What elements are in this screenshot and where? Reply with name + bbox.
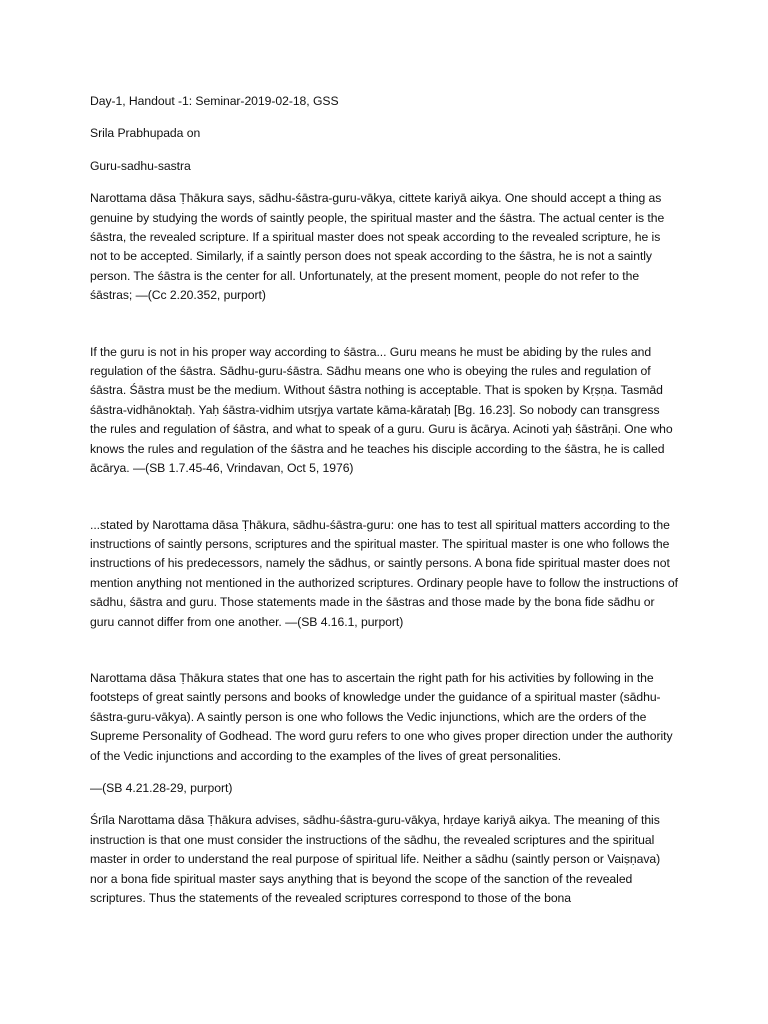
paragraph-sb-4-21-28: Narottama dāsa Ṭhākura states that one has to ascertain the right path for his activities by following in the footsteps of great saintly persons and books of knowledge under the guidance of a spiritual master (sādhu-śāstra-guru-vākya). A saintly person is one who follows the Vedic injunctions, which are the orders of the Supreme Personality of Godhead. The word guru refers to one who gives proper direction under the authority of the Vedic injunctions and according to the examples of the lives of great personalities. xyxy=(90,670,673,763)
topic-line: Guru-sadhu-sastra xyxy=(90,158,191,173)
author-line: Srila Prabhupada on xyxy=(90,126,201,141)
handout-title: Day-1, Handout -1: Seminar-2019-02-18, GSS xyxy=(90,94,339,108)
paragraph-cc-2-20-352: Narottama dāsa Ṭhākura says, sādhu-śāstra-guru-vākya, cittete kariyā aikya. One should accept a thing as genuine by studying the words of saintly people, the spiritual master and the śāstra. The actual center is the śāstra, the revealed scripture. If a spiritual master does not speak according to the revealed scripture, he is not to be accepted. Similarly, if a saintly person does not speak according to the śāstra, he is not a saintly person. The śāstra is the center for all. Unfortunately, at the present moment, people do not refer to the śāstras; —(Cc 2.20.352, purport) xyxy=(90,191,665,303)
reference-sb-4-21-28: —(SB 4.21.28-29, purport) xyxy=(90,780,233,795)
paragraph-final: Śrīla Narottama dāsa Ṭhākura advises, sādhu-śāstra-guru-vākya, hṛdaye kariyā aikya. The meaning of this instruction is that one must consider the instructions of the sādhu, the revealed scriptures and the spiritual master in order to understand the real purpose of spiritual life. Neither a sādhu (saintly person or Vaiṣṇava) nor a bona fide spiritual master says anything that is beyond the scope of the sanction of the revealed scriptures. Thus the statements of the revealed scriptures correspond to those of the bona xyxy=(90,813,661,905)
paragraph-sb-1-7-45: If the guru is not in his proper way according to śāstra... Guru means he must be abiding by the rules and regulation of the śāstra. Sādhu-guru-śāstra. Sādhu means one who is obeying the rules and regulation of śāstra. Śāstra must be the medium. Without śāstra nothing is acceptable. That is spoken by Kṛṣṇa. Tasmād śāstra-vidhānoktaḥ. Yaḥ śāstra-vidhim utsṛjya vartate kāma-kārataḥ [Bg. 16.23]. So nobody can transgress the rules and regulation of śāstra, and what to speak of a guru. Guru is ācārya. Acinoti yaḥ śāstrāṇi. One who knows the rules and regulation of the śāstra and he teaches his disciple according to the śāstra, he is called ācārya. —(SB 1.7.45-46, Vrindavan, Oct 5, 1976) xyxy=(90,344,673,476)
paragraph-sb-4-16-1: ...stated by Narottama dāsa Ṭhākura, sādhu-śāstra-guru: one has to test all spiritual matters according to the instructions of saintly persons, scriptures and the spiritual master. The spiritual master is one who follows the instructions of his predecessors, namely the sādhus, or saintly persons. A bona fide spiritual master does not mention anything not mentioned in the authorized scriptures. Ordinary people have to follow the instructions of sādhu, śāstra and guru. Those statements made in the śāstras and those made by the bona fide sādhu or guru cannot differ from one another. —(SB 4.16.1, purport) xyxy=(90,517,678,629)
document-body xyxy=(90,92,678,921)
